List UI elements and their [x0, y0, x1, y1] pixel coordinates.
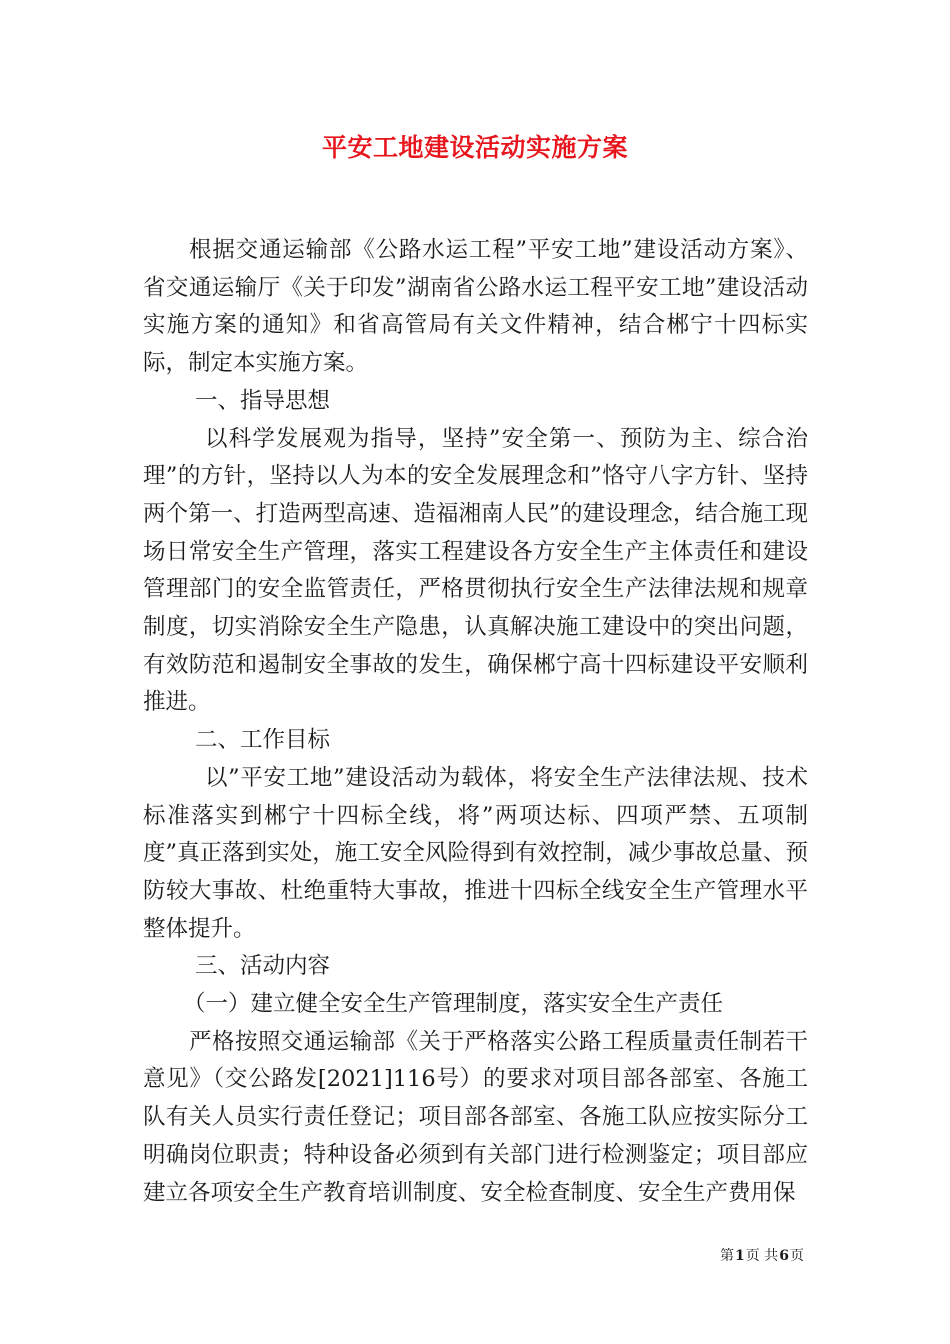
section-heading-activity-content: 三、活动内容 [195, 953, 331, 980]
footer-suffix: 页 [789, 1248, 804, 1264]
footer-current-page: 1 [735, 1248, 745, 1264]
safety-system-paragraph: 严格按照交通运输部《关于严格落实公路工程质量责任制若干意见》（交公路发[2021]116号）的要求对项目部各部室、各施工队有关人员实行责任登记；项目部各部室、各施工队应按实际分工明确岗位职责；特种设备必须到有关部门进行检测鉴定；项目部应建立各项安全生产教育培训制度、安全检查制度、安全生产费用保 [143, 1028, 808, 1206]
document-title: 平安工地建设活动实施方案 [321, 133, 628, 162]
sub-heading-safety-system: （一）建立健全安全生产管理制度，落实安全生产责任 [183, 991, 724, 1018]
guiding-ideology-paragraph: 以科学发展观为指导，坚持”安全第一、预防为主、综合治理”的方针，坚持以人为本的安全发展理念和”恪守八字方针、坚持两个第一、打造两型高速、造福湘南人民”的建设理念，结合施工现场日常安全生产管理，落实工程建设各方安全生产主体责任和建设管理部门的安全监管责任，严格贯彻执行安全生产法律法规和规章制度，切实消除安全生产隐患，认真解决施工建设中的突出问题，有效防范和遏制安全事故的发生，确保郴宁高十四标建设平安顺利推进。 [143, 425, 808, 716]
intro-paragraph: 根据交通运输部《公路水运工程”平安工地”建设活动方案》、省交通运输厅《关于印发”湖南省公路水运工程平安工地”建设活动实施方案的通知》和省高管局有关文件精神，结合郴宁十四标实际，制定本实施方案。 [143, 237, 808, 377]
footer-total-pages: 6 [779, 1248, 789, 1264]
page-number-footer [720, 1246, 804, 1266]
document-body [143, 232, 808, 1212]
footer-prefix: 第 [720, 1248, 734, 1264]
work-goals-paragraph: 以”平安工地”建设活动为载体，将安全生产法律法规、技术标准落实到郴宁十四标全线，将”两项达标、四项严禁、五项制度”真正落到实处，施工安全风险得到有效控制，减少事故总量、预防较大事故、杜绝重特大事故，推进十四标全线安全生产管理水平整体提升。 [143, 764, 808, 942]
footer-middle: 页 共 [745, 1248, 779, 1264]
section-heading-guiding-ideology: 一、指导思想 [195, 387, 331, 414]
section-heading-work-goals: 二、工作目标 [195, 727, 331, 754]
